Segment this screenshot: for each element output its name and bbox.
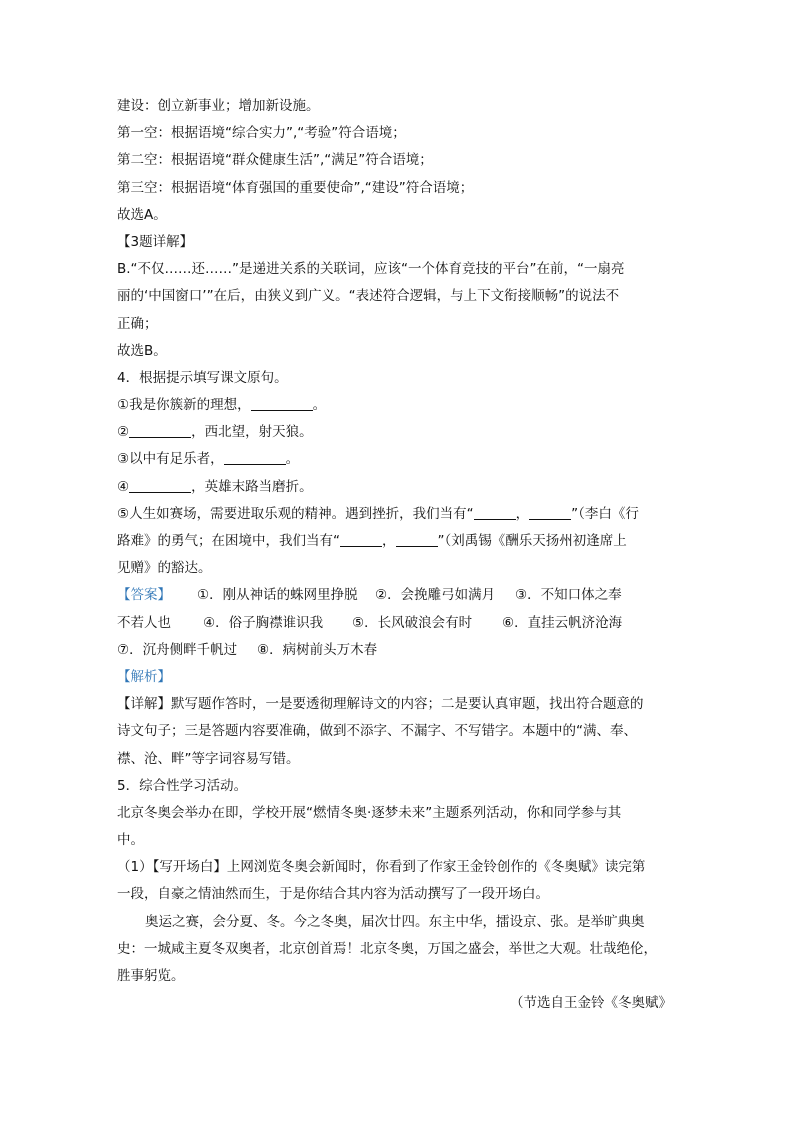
text: ”（李白《行: [571, 505, 639, 522]
text: ，西北望，射天狼。: [191, 424, 313, 441]
answer-item: ⑦．沉舟侧畔千帆过: [117, 641, 238, 658]
text: ①我是你簇新的理想，: [117, 397, 251, 414]
passage-source: （节选自王金铃《冬奥赋》: [510, 995, 672, 1012]
text: 。: [285, 451, 300, 468]
text: ③以中有足乐者，: [117, 451, 224, 468]
text-line: 第一空：根据语境“综合实力”,“考验”符合语境；: [117, 125, 406, 142]
answer-line-3: [117, 637, 682, 664]
text-line: 北京冬奥会举办在即，学校开展“燃情冬奥·逐梦未来”主题系列活动，你和同学参与其: [117, 804, 622, 821]
passage-line: 史：一城咸主夏冬双奥者，北京创首焉！北京冬奥，万国之盛会，举世之大观。壮哉绝伦，: [117, 940, 657, 957]
text: 路难》的勇气；在困境中，我们当有“: [117, 533, 340, 549]
blank: [251, 396, 313, 411]
text-line: 一段，自豪之情油然而生，于是你结合其内容为活动撰写了一段开场白。: [117, 886, 549, 903]
blank: [529, 505, 571, 520]
answer-line-1: [117, 582, 682, 609]
question-title: 4．根据提示填写课文原句。: [117, 369, 288, 386]
text: ⑤人生如赛场，需要进取乐观的精神。遇到挫折，我们当有“: [117, 505, 474, 522]
answer-item: ⑥．直挂云帆济沧海: [502, 614, 623, 631]
text-line: 中。: [117, 832, 144, 849]
text: ，英雄末路当磨折。: [191, 478, 313, 495]
text-line: 故选A。: [117, 206, 167, 223]
answer-label: 【答案】: [117, 587, 171, 604]
text-line: 【详解】默写题作答时，一是要透彻理解诗文的内容；二是要认真审题，找出符合题意的: [117, 696, 644, 713]
q4-item-3: [117, 446, 682, 473]
blank: [340, 532, 382, 547]
q4-item-4: [117, 474, 682, 501]
text-line: 第二空：根据语境“群众健康生活”,“满足”符合语境；: [117, 152, 433, 169]
text: 。: [312, 397, 327, 414]
text-line: 建设：创立新事业；增加新设施。: [117, 98, 320, 114]
text: ”（刘禹锡《酬乐天扬州初逢席上: [437, 533, 627, 549]
passage-line: 奥运之赛，会分夏、冬。今之冬奥，届次廿四。东主中华，擂设京、张。是举旷典奥: [145, 913, 645, 930]
blank: [129, 478, 191, 493]
section-heading: 【3题详解】: [117, 233, 194, 250]
answer-item: ③．不知口体之奉: [515, 587, 622, 604]
text: ，: [382, 533, 396, 549]
text-line: 第三空：根据语境“体育强国的重要使命”,“建设”符合语境；: [117, 179, 474, 196]
blank: [224, 450, 286, 465]
answer-item: 不若人也: [117, 614, 171, 631]
blank: [474, 505, 516, 520]
blank: [129, 423, 191, 438]
text-line: B.“不仅……还……”是递进关系的关联词，应该“一个体育竞技的平台”在前，“一扇亮: [117, 261, 625, 278]
analysis-label: 【解析】: [117, 668, 171, 685]
q4-item-1: [117, 392, 682, 419]
text: ④: [117, 478, 130, 495]
answer-item: ④．俗子胸襟谁识我: [203, 614, 324, 631]
passage-line: 胜事躬览。: [117, 968, 185, 984]
question-title: 5．综合性学习活动。: [117, 777, 248, 794]
text-line: 丽的‘中国窗口’”在后，由狭义到广义。“表述符合逻辑，与上下文衔接顺畅”的说法不: [117, 288, 620, 305]
q4-item-5-cont: [117, 528, 682, 555]
text-line: 诗文句子；三是答题内容要准确，做到不添字、不漏字、不写错字。本题中的“满、奉、: [117, 723, 637, 740]
text: ②: [117, 424, 130, 441]
answer-item: ①．刚从神话的蛛网里挣脱: [197, 587, 358, 604]
text-line: （1）【写开场白】上网浏览冬奥会新闻时，你看到了作家王金铃创作的《冬奥赋》读完第: [117, 859, 646, 876]
text-line: 见赠》的豁达。: [117, 560, 212, 577]
blank: [396, 532, 438, 547]
document-page: [117, 93, 682, 1017]
text-line: 故选B。: [117, 342, 167, 359]
answer-item: ②．会挽雕弓如满月: [375, 587, 496, 604]
text-line: 正确；: [117, 315, 158, 332]
answer-item: ⑤．长风破浪会有时: [352, 614, 473, 631]
text: ，: [515, 505, 530, 522]
answer-item: ⑧．病树前头万木春: [257, 641, 378, 658]
q4-item-2: [117, 419, 682, 446]
answer-line-2: [117, 610, 682, 637]
q4-item-5: [117, 501, 682, 528]
text-line: 襟、沧、畔”等字词容易写错。: [117, 750, 300, 767]
